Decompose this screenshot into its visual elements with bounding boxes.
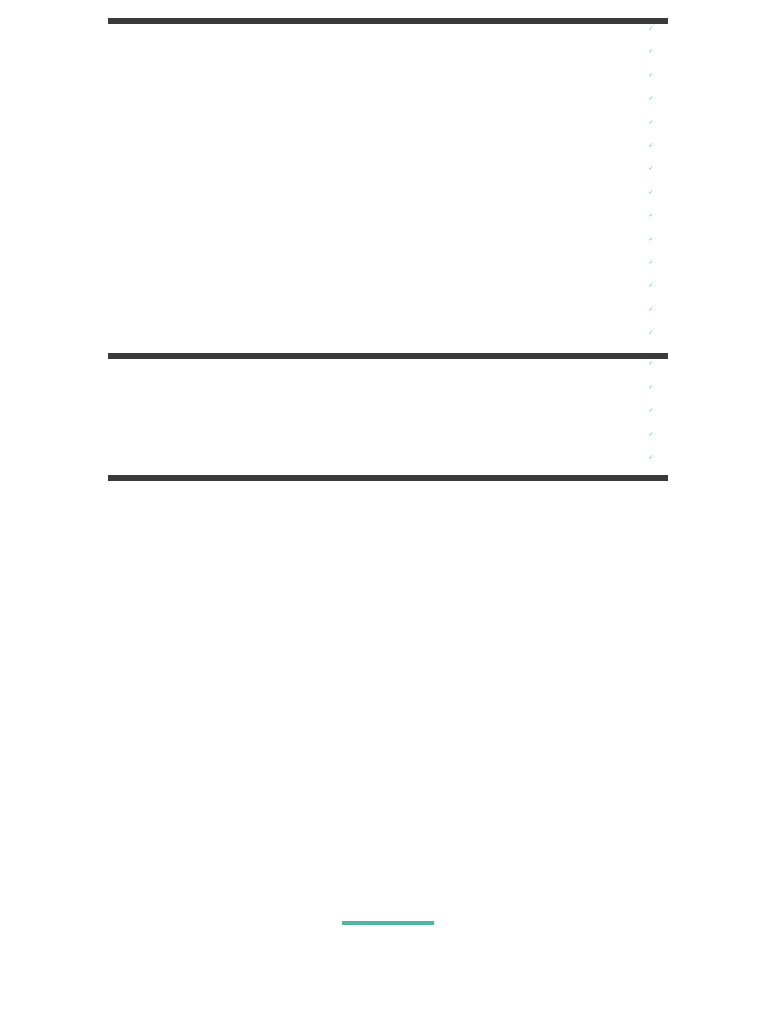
option-no[interactable] (272, 267, 332, 273)
measurement-input[interactable] (122, 759, 182, 766)
comment-toggle[interactable] (114, 296, 669, 302)
measurement-row (114, 751, 669, 772)
answer-options (114, 439, 669, 445)
measurement-row (114, 790, 669, 811)
measurement-label (114, 576, 554, 584)
question-row (114, 360, 669, 380)
measurement-row (114, 576, 669, 597)
measurement-input[interactable] (122, 798, 182, 805)
option-yes[interactable] (164, 392, 224, 398)
option-yes[interactable] (164, 33, 224, 39)
answer-options (114, 103, 669, 109)
answer-options (114, 80, 669, 86)
option-yes[interactable] (164, 415, 224, 421)
option-no[interactable] (272, 80, 332, 86)
measurement-row (114, 478, 669, 499)
page-footer (108, 908, 668, 931)
check-icon[interactable]: ✓ (648, 360, 654, 367)
measurement-input[interactable] (122, 564, 182, 571)
option-na[interactable] (380, 415, 440, 421)
option-na[interactable] (380, 56, 440, 62)
measurement-input[interactable] (122, 486, 182, 493)
option-no[interactable] (272, 197, 332, 203)
option-na[interactable] (380, 197, 440, 203)
check-icon[interactable]: ✓ (648, 282, 654, 290)
answer-options (114, 127, 669, 133)
section-header-1 (108, 18, 668, 24)
question-text (114, 72, 584, 80)
option-na[interactable] (380, 462, 440, 468)
option-yes[interactable] (164, 150, 224, 156)
measurement-input[interactable] (122, 525, 182, 532)
option-yes[interactable] (164, 80, 224, 86)
measurement-row (114, 888, 669, 909)
answer-options (114, 56, 669, 62)
question-row (114, 48, 669, 68)
question-text (114, 259, 584, 267)
option-no[interactable] (272, 290, 332, 296)
section-header-2 (108, 353, 668, 359)
option-yes[interactable] (164, 439, 224, 445)
measurement-input[interactable] (122, 642, 182, 649)
comment-toggle[interactable] (114, 62, 669, 68)
answer-options (114, 244, 669, 250)
option-no[interactable] (272, 337, 332, 343)
answer-options (114, 173, 669, 179)
answer-options (114, 337, 669, 343)
question-text (114, 236, 584, 244)
measurement-label (114, 556, 554, 564)
footer-line-2 (108, 914, 668, 920)
option-yes[interactable] (164, 244, 224, 250)
option-no[interactable] (272, 392, 332, 398)
option-no[interactable] (272, 173, 332, 179)
question-row (114, 142, 669, 162)
option-yes[interactable] (164, 103, 224, 109)
question-row (114, 329, 669, 349)
measurement-row (114, 810, 669, 831)
comment-toggle[interactable] (114, 86, 669, 92)
measurement-row (114, 517, 669, 538)
option-no[interactable] (272, 127, 332, 133)
option-na[interactable] (380, 337, 440, 343)
option-na[interactable] (380, 103, 440, 109)
measurement-row (114, 868, 669, 889)
comment-toggle[interactable] (114, 39, 669, 45)
option-na[interactable] (380, 220, 440, 226)
option-no[interactable] (272, 220, 332, 226)
option-yes[interactable] (164, 314, 224, 320)
check-icon[interactable]: ✓ (648, 165, 654, 173)
option-na[interactable] (380, 392, 440, 398)
measurement-label (114, 790, 554, 798)
check-icon[interactable]: ✓ (648, 383, 654, 391)
option-yes[interactable] (164, 173, 224, 179)
measurement-row (114, 634, 669, 655)
option-yes[interactable] (164, 337, 224, 343)
comment-toggle[interactable] (114, 156, 669, 162)
question-text (114, 95, 584, 103)
question-text (114, 212, 584, 220)
question-row (114, 282, 669, 302)
answer-options (114, 290, 669, 296)
option-no[interactable] (272, 314, 332, 320)
measurement-label (114, 829, 554, 837)
option-na[interactable] (380, 173, 440, 179)
option-na[interactable] (380, 368, 440, 374)
answer-options (114, 314, 669, 320)
answer-options (114, 267, 669, 273)
answer-options (114, 392, 669, 398)
question-row (114, 407, 669, 427)
question-text (114, 25, 584, 33)
measurement-label (114, 751, 554, 759)
option-yes[interactable] (164, 290, 224, 296)
measurement-row (114, 693, 669, 714)
measurement-row (114, 615, 669, 636)
comment-toggle[interactable] (114, 468, 669, 474)
option-no[interactable] (272, 33, 332, 39)
answer-options (114, 150, 669, 156)
answer-options (114, 220, 669, 226)
comment-toggle[interactable] (114, 273, 669, 279)
measurement-label (114, 673, 554, 681)
option-no[interactable] (272, 368, 332, 374)
question-text (114, 142, 584, 150)
comment-toggle[interactable] (114, 203, 669, 209)
measurement-label (114, 771, 554, 779)
measurement-row (114, 712, 669, 733)
measurement-label (114, 888, 554, 896)
question-row (114, 119, 669, 139)
measurement-label (114, 654, 554, 662)
measurement-input[interactable] (122, 506, 182, 513)
check-icon[interactable]: ✓ (648, 48, 654, 56)
measurement-input[interactable] (122, 701, 182, 708)
measurement-row (114, 829, 669, 850)
check-icon[interactable]: ✓ (648, 71, 654, 79)
check-icon[interactable]: ✓ (648, 188, 654, 196)
footer-line-3 (108, 926, 668, 931)
comment-toggle[interactable] (114, 226, 669, 232)
question-text (114, 407, 584, 415)
question-text (114, 431, 584, 439)
measurement-label (114, 810, 554, 818)
option-yes[interactable] (164, 267, 224, 273)
question-text (114, 384, 584, 392)
option-no[interactable] (272, 439, 332, 445)
comment-toggle[interactable] (114, 320, 669, 326)
check-icon[interactable]: ✓ (648, 259, 654, 266)
answer-options (114, 33, 669, 39)
question-row (114, 259, 669, 279)
answer-options (114, 462, 669, 468)
option-na[interactable] (380, 244, 440, 250)
measurement-input[interactable] (122, 837, 182, 844)
question-text (114, 189, 584, 197)
measurement-input[interactable] (122, 779, 182, 786)
measurement-row (114, 849, 669, 870)
option-na[interactable] (380, 290, 440, 296)
question-row (114, 431, 669, 451)
check-icon[interactable]: ✓ (648, 212, 654, 220)
check-icon[interactable]: ✓ (648, 95, 654, 103)
question-row (114, 212, 669, 232)
measurement-label (114, 712, 554, 720)
comment-toggle[interactable] (114, 374, 669, 380)
measurement-row (114, 537, 669, 558)
measurement-label (114, 732, 554, 740)
question-row (114, 165, 669, 185)
question-text (114, 48, 584, 56)
option-yes[interactable] (164, 368, 224, 374)
measurement-label (114, 498, 554, 506)
check-icon[interactable]: ✓ (648, 407, 654, 415)
check-icon[interactable]: ✓ (648, 142, 654, 149)
measurement-input[interactable] (122, 720, 182, 727)
measurement-label (114, 868, 554, 876)
measurement-input[interactable] (122, 857, 182, 864)
option-yes[interactable] (164, 56, 224, 62)
question-row (114, 95, 669, 115)
answer-options (114, 197, 669, 203)
measurement-input[interactable] (122, 603, 182, 610)
measurement-label (114, 693, 554, 701)
option-na[interactable] (380, 439, 440, 445)
option-na[interactable] (380, 150, 440, 156)
option-no[interactable] (272, 103, 332, 109)
option-no[interactable] (272, 150, 332, 156)
question-text (114, 165, 584, 173)
measurement-input[interactable] (122, 623, 182, 630)
measurement-label (114, 849, 554, 857)
comment-toggle[interactable] (114, 250, 669, 256)
option-no[interactable] (272, 415, 332, 421)
measurement-input[interactable] (122, 740, 182, 747)
answer-options (114, 415, 669, 421)
measurement-label (114, 615, 554, 623)
check-icon[interactable]: ✓ (648, 118, 654, 126)
option-na[interactable] (380, 33, 440, 39)
answer-options (114, 368, 669, 374)
measurement-input[interactable] (122, 876, 182, 883)
measurement-label (114, 478, 554, 486)
check-icon[interactable]: ✓ (648, 430, 654, 438)
submit-button[interactable] (342, 921, 434, 925)
comment-toggle[interactable] (114, 133, 669, 139)
comment-toggle[interactable] (114, 179, 669, 185)
option-na[interactable] (380, 80, 440, 86)
question-row (114, 25, 669, 45)
measurement-input[interactable] (122, 584, 182, 591)
comment-toggle[interactable] (114, 445, 669, 451)
question-row (114, 236, 669, 256)
option-yes[interactable] (164, 127, 224, 133)
check-icon[interactable]: ✓ (648, 454, 654, 462)
option-na[interactable] (380, 314, 440, 320)
comment-toggle[interactable] (114, 421, 669, 427)
measurement-row (114, 654, 669, 675)
question-text (114, 119, 584, 127)
question-row (114, 454, 669, 474)
measurement-row (114, 771, 669, 792)
measurement-label (114, 595, 554, 603)
question-text (114, 329, 584, 337)
measurement-label (114, 517, 554, 525)
option-yes[interactable] (164, 462, 224, 468)
measurement-row (114, 595, 669, 616)
measurement-input[interactable] (122, 818, 182, 825)
question-text (114, 306, 584, 314)
comment-toggle[interactable] (114, 109, 669, 115)
check-icon[interactable]: ✓ (648, 329, 654, 337)
measurement-row (114, 673, 669, 694)
question-row (114, 72, 669, 92)
option-yes[interactable] (164, 220, 224, 226)
page-header (108, 2, 668, 18)
option-no[interactable] (272, 462, 332, 468)
option-yes[interactable] (164, 197, 224, 203)
check-icon[interactable]: ✓ (648, 305, 654, 313)
question-text (114, 454, 584, 462)
option-no[interactable] (272, 56, 332, 62)
question-text (114, 282, 584, 290)
question-row (114, 189, 669, 209)
measurement-input[interactable] (122, 896, 182, 903)
measurement-label (114, 537, 554, 545)
question-row (114, 384, 669, 404)
check-icon[interactable]: ✓ (648, 25, 654, 32)
question-row (114, 306, 669, 326)
page-title (108, 8, 668, 18)
check-icon[interactable]: ✓ (648, 235, 654, 243)
measurement-input[interactable] (122, 681, 182, 688)
option-no[interactable] (272, 244, 332, 250)
measurement-row (114, 498, 669, 519)
option-na[interactable] (380, 127, 440, 133)
measurement-row (114, 556, 669, 577)
measurement-row (114, 732, 669, 753)
measurement-label (114, 634, 554, 642)
option-na[interactable] (380, 267, 440, 273)
comment-toggle[interactable] (114, 398, 669, 404)
question-text (114, 360, 584, 368)
comment-toggle[interactable] (114, 343, 669, 349)
measurement-input[interactable] (122, 545, 182, 552)
measurement-input[interactable] (122, 662, 182, 669)
